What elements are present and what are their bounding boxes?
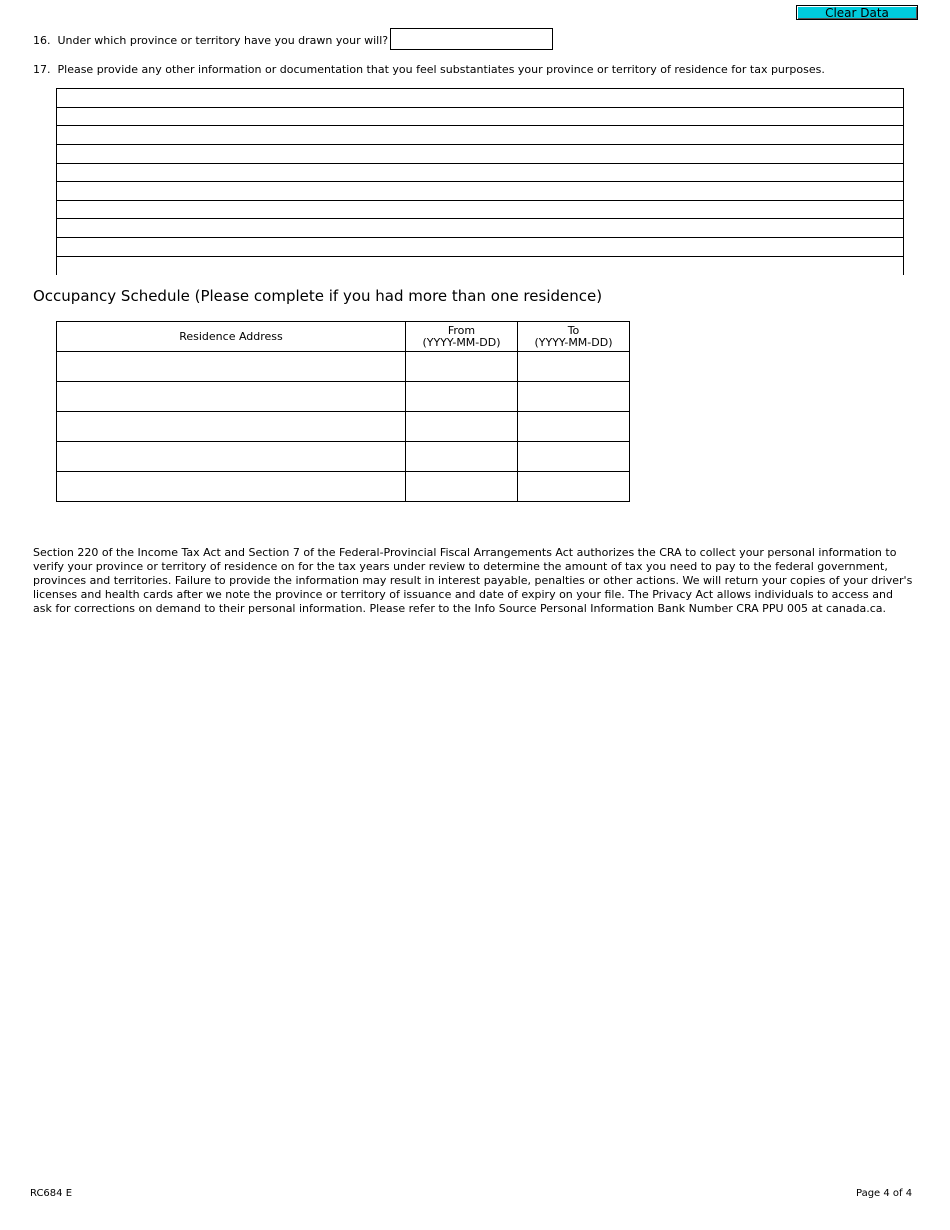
question-17 <box>33 63 825 76</box>
header-residence-address: Residence Address <box>57 322 406 352</box>
header-to-label: To <box>567 323 580 337</box>
from-date-input[interactable] <box>406 442 518 472</box>
residence-address-input[interactable] <box>57 442 406 472</box>
table-row <box>57 442 630 472</box>
info-line[interactable] <box>57 237 903 255</box>
info-line[interactable] <box>57 107 903 125</box>
question-17-text: Please provide any other information or documentation that you feel substantiates your province or territory of residence for tax purposes. <box>57 63 825 76</box>
table-row <box>57 472 630 502</box>
clear-data-button[interactable]: Clear Data <box>796 5 918 20</box>
occupancy-schedule-title: Occupancy Schedule (Please complete if you had more than one residence) <box>33 287 603 305</box>
info-line[interactable] <box>57 125 903 143</box>
residence-address-input[interactable] <box>57 412 406 442</box>
page-number: Page 4 of 4 <box>856 1188 913 1199</box>
residence-address-input[interactable] <box>57 472 406 502</box>
question-16-text: Under which province or territory have you drawn your will? <box>57 34 389 47</box>
from-date-input[interactable] <box>406 412 518 442</box>
to-date-input[interactable] <box>518 412 630 442</box>
additional-info-textarea[interactable] <box>56 88 904 275</box>
from-date-input[interactable] <box>406 382 518 412</box>
question-16 <box>33 34 388 47</box>
to-date-input[interactable] <box>518 352 630 382</box>
form-code: RC684 E <box>30 1188 73 1199</box>
header-to <box>518 322 630 352</box>
table-row <box>57 382 630 412</box>
to-date-input[interactable] <box>518 472 630 502</box>
from-date-input[interactable] <box>406 472 518 502</box>
table-row <box>57 352 630 382</box>
residence-address-input[interactable] <box>57 352 406 382</box>
info-line[interactable] <box>57 181 903 199</box>
to-date-input[interactable] <box>518 382 630 412</box>
occupancy-table <box>56 321 630 502</box>
privacy-notice: Section 220 of the Income Tax Act and Section 7 of the Federal-Provincial Fiscal Arrangements Act authorizes the CRA to collect your personal information to verify your province or territory of residence on for the tax years under review to determine the amount of tax you need to pay to the federal government, provinces and territories. Failure to provide the information may result in interest payable, penalties or other actions. We will return your copies of your driver's licenses and health cards after we note the province or territory of issuance and date of expiry on your file. The Privacy Act allows individuals to access and ask for corrections on demand to their personal information. Please refer to the Info Source Personal Information Bank Number CRA PPU 005 at canada.ca. <box>33 546 913 615</box>
will-province-input[interactable] <box>390 28 553 50</box>
to-date-input[interactable] <box>518 442 630 472</box>
question-16-number: 16. <box>33 34 51 47</box>
info-line[interactable] <box>57 256 903 274</box>
info-line[interactable] <box>57 163 903 181</box>
header-to-format: (YYYY-MM-DD) <box>534 335 613 349</box>
info-line[interactable] <box>57 218 903 236</box>
residence-address-input[interactable] <box>57 382 406 412</box>
question-17-number: 17. <box>33 63 51 76</box>
from-date-input[interactable] <box>406 352 518 382</box>
header-from-format: (YYYY-MM-DD) <box>422 335 501 349</box>
table-row <box>57 412 630 442</box>
info-line[interactable] <box>57 88 903 106</box>
header-from <box>406 322 518 352</box>
info-line[interactable] <box>57 144 903 162</box>
header-from-label: From <box>447 323 476 337</box>
info-line[interactable] <box>57 200 903 218</box>
